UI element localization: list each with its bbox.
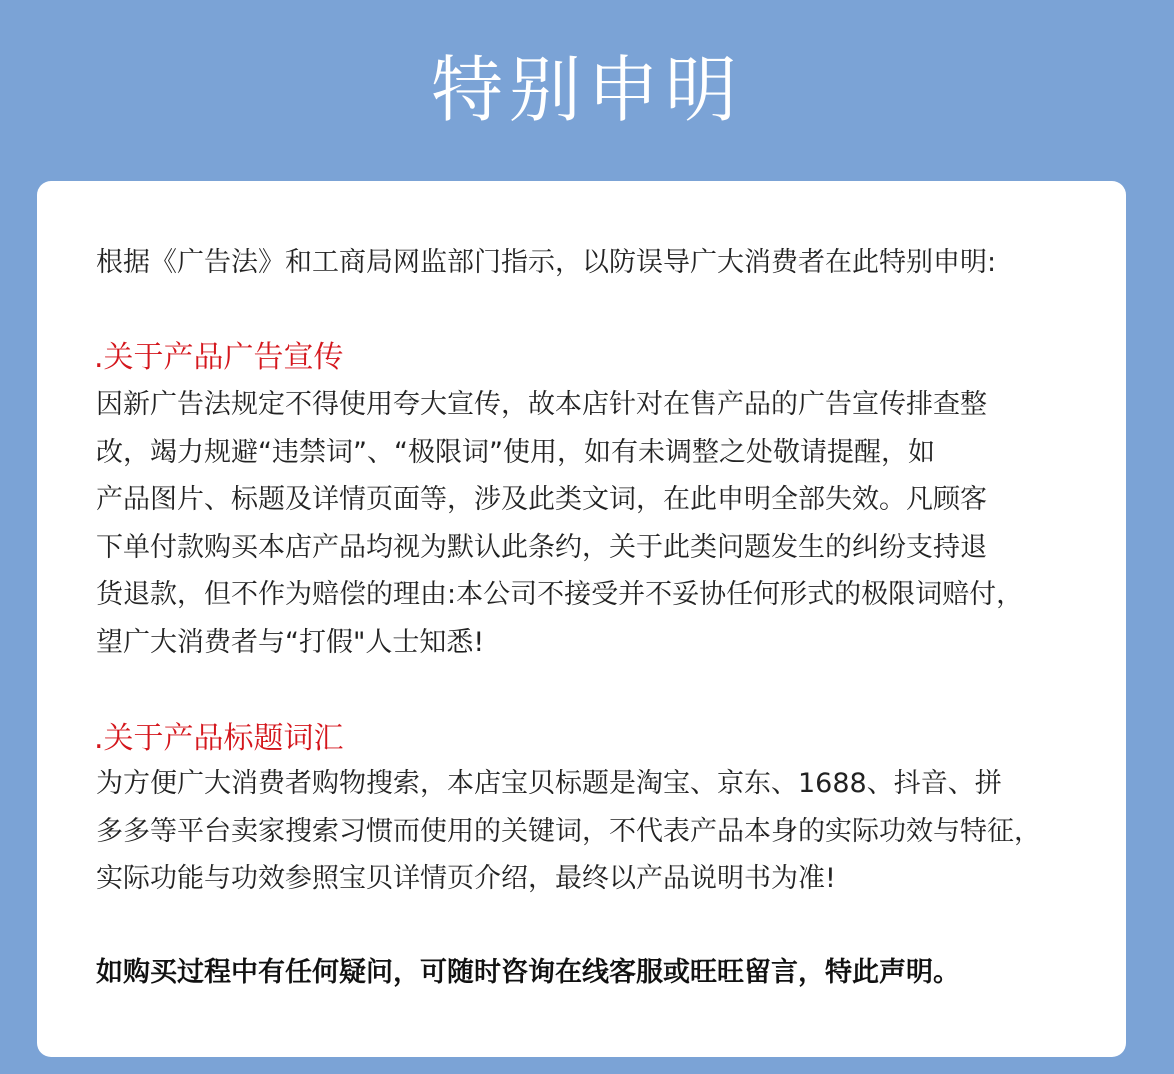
section-body-product-keywords — [96, 760, 1066, 903]
section-line: 因新广告法规定不得使用夸大宣传，故本店针对在售产品的广告宣传排查整 — [96, 389, 987, 420]
section-line: 货退款，但不作为赔偿的理由:本公司不接受并不妥协任何形式的极限词赔付， — [96, 579, 1024, 610]
intro-text: 根据《广告法》和工商局网监部门指示，以防误导广大消费者在此特别申明: — [96, 247, 997, 278]
statement-card — [37, 181, 1126, 1057]
closing-statement: 如购买过程中有任何疑问，可随时咨询在线客服或旺旺留言，特此声明。 — [96, 957, 960, 988]
section-line: 望广大消费者与“打假"人士知悉! — [96, 626, 485, 658]
section-line: 实际功能与功效参照宝贝详情页介绍，最终以产品说明书为准! — [96, 863, 836, 894]
section-line: 为方便广大消费者购物搜索，本店宝贝标题是淘宝、京东、1688、抖音、拼 — [96, 768, 1002, 799]
section-line: 多多等平台卖家搜索习惯而使用的关键词，不代表产品本身的实际功效与特征， — [96, 815, 1041, 847]
page-title: 特别申明 — [430, 48, 743, 132]
section-line: 下单付款购买本店产品均视为默认此条约，关于此类问题发生的纠纷支持退 — [96, 531, 987, 563]
section-title-ad-promotion: .关于产品广告宣传 — [94, 340, 344, 375]
section-line: 产品图片、标题及详情页面等，涉及此类文词，在此申明全部失效。凡顾客 — [96, 484, 987, 515]
section-title-product-keywords: .关于产品标题词汇 — [94, 721, 344, 756]
section-line: 改，竭力规避“违禁词”、“极限词”使用，如有未调整之处敬请提醒，如 — [96, 436, 935, 468]
section-body-ad-promotion — [96, 381, 1066, 666]
